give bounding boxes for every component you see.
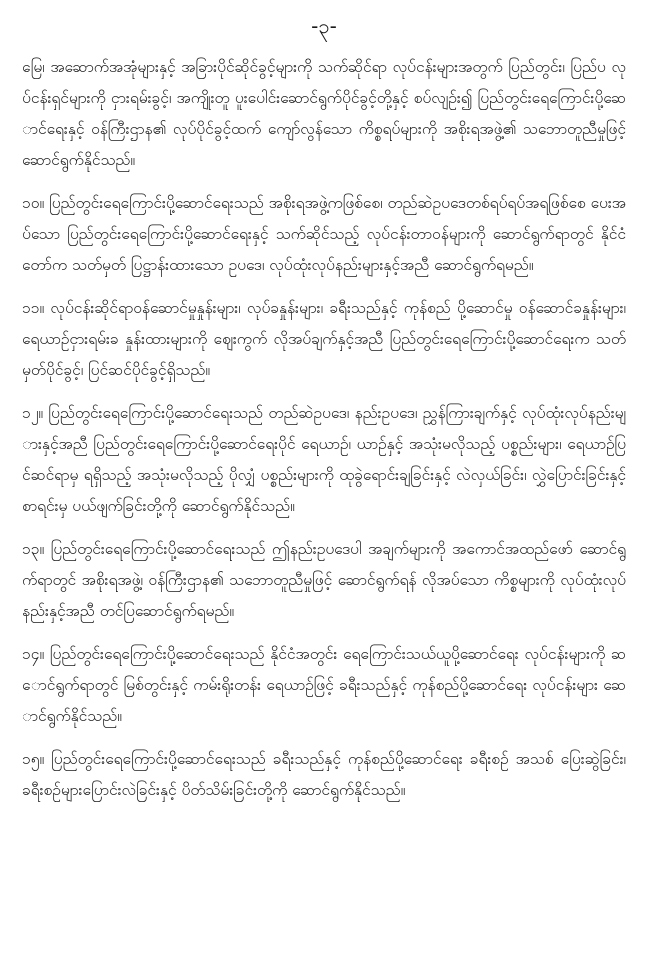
page-number: -၃- [311,14,337,38]
paragraph-13: ၁၃။ ပြည်တွင်းရေကြောင်းပို့ဆောင်ရေးသည် ဤနည်းဥပဒေပါ အချက်များကို အကောင်အထည်ဖော် ဆောင်ရွက်ရာတွင် အစိုးရအဖွဲ့၊ ဝန်ကြီးဌာန၏ သဘောတူညီမှုဖြင့် ဆောင်ရွက်ရန် လိုအပ်သော ကိစ္စများကို လုပ်ထုံးလုပ်နည်းနှင့်အညီ တင်ပြဆောင်ရွက်ရမည်။ [22,540,626,620]
paragraph-continuation: မြေ၊ အဆောက်အအုံများနှင့် အခြားပိုင်ဆိုင်ခွင့်များကို သက်ဆိုင်ရာ လုပ်ငန်းများအတွက် ပြည်တွင်း၊ ပြည်ပ လုပ်ငန်းရှင်များကို ငှားရမ်းခွင့်၊ အကျိုးတူ ပူးပေါင်းဆောင်ရွက်ပိုင်ခွင့်တို့နှင့် စပ်လျဉ်း၍ ပြည်တွင်းရေကြောင်းပို့ဆောင်ရေးနှင့် ဝန်ကြီးဌာန၏ လုပ်ပိုင်ခွင့်ထက် ကျော်လွန်သော ကိစ္စရပ်များကို အစိုးရအဖွဲ့၏ သဘောတူညီမှုဖြင့် ဆောင်ရွက်နိုင်သည်။ [22,58,626,169]
paragraph-11: ၁၁။ လုပ်ငန်းဆိုင်ရာဝန်ဆောင်မှုနှုန်းများ၊ လုပ်ခနှုန်းများ၊ ခရီးသည်နှင့် ကုန်စည် ပို့ဆောင်မှု ဝန်ဆောင်ခနှုန်းများ၊ ရေယာဉ်ငှားရမ်းခ နှုန်းထားများကို ဈေးကွက် လိုအပ်ချက်နှင့်အညီ ပြည်တွင်းရေကြောင်းပို့ဆောင်ရေးက သတ်မှတ်ပိုင်ခွင့်၊ ပြင်ဆင်ပိုင်ခွင့်ရှိသည်။ [22,299,626,379]
paragraph-15: ၁၅။ ပြည်တွင်းရေကြောင်းပို့ဆောင်ရေးသည် ခရီးသည်နှင့် ကုန်စည်ပို့ဆောင်ရေး ခရီးစဉ် အသစ် ပြေးဆွဲခြင်း၊ ခရီးစဉ်များပြောင်းလဲခြင်းနှင့် ပိတ်သိမ်းခြင်းတို့ကို ဆောင်ရွက်နိုင်သည်။ [22,750,626,799]
paragraph-14: ၁၄။ ပြည်တွင်းရေကြောင်းပို့ဆောင်ရေးသည် နိုင်ငံအတွင်း ရေကြောင်းသယ်ယူပို့ဆောင်ရေး လုပ်ငန်းများကို ဆောင်ရွက်ရာတွင် မြစ်တွင်းနှင့် ကမ်းရိုးတန်း ရေယာဉ်ဖြင့် ခရီးသည်နှင့် ကုန်စည်ပို့ဆောင်ရေး လုပ်ငန်းများ ဆောင်ရွက်နိုင်သည်။ [22,645,626,725]
paragraph-12: ၁၂။ ပြည်တွင်းရေကြောင်းပို့ဆောင်ရေးသည် တည်ဆဲဥပဒေ၊ နည်းဥပဒေ၊ ညွှန်ကြားချက်နှင့် လုပ်ထုံးလုပ်နည်းများနှင့်အညီ ပြည်တွင်းရေကြောင်းပို့ဆောင်ရေးပိုင် ရေယာဉ်၊ ယာဉ်နှင့် အသုံးမလိုသည့် ပစ္စည်းများ၊ ရေယာဉ်ပြင်ဆင်ရာမှ ရရှိသည့် အသုံးမလိုသည့် ပိုလျှံ ပစ္စည်းများကို ထုခွဲရောင်းချခြင်းနှင့် လဲလှယ်ခြင်း၊ လွှဲပြောင်းခြင်းနှင့် စာရင်းမှ ပယ်ဖျက်ခြင်းတို့ကို ဆောင်ရွက်နိုင်သည်။ [22,404,626,515]
paragraph-10: ၁၀။ ပြည်တွင်းရေကြောင်းပို့ဆောင်ရေးသည် အစိုးရအဖွဲ့ကဖြစ်စေ၊ တည်ဆဲဥပဒေတစ်ရပ်ရပ်အရဖြစ်စေ ပေးအပ်သော ပြည်တွင်းရေကြောင်းပို့ဆောင်ရေးနှင့် သက်ဆိုင်သည့် လုပ်ငန်းတာဝန်များကို ဆောင်ရွက်ရာတွင် နိုင်ငံတော်က သတ်မှတ် ပြဋ္ဌာန်းထားသော ဥပဒေ၊ လုပ်ထုံးလုပ်နည်းများနှင့်အညီ ဆောင်ရွက်ရမည်။ [22,194,626,274]
